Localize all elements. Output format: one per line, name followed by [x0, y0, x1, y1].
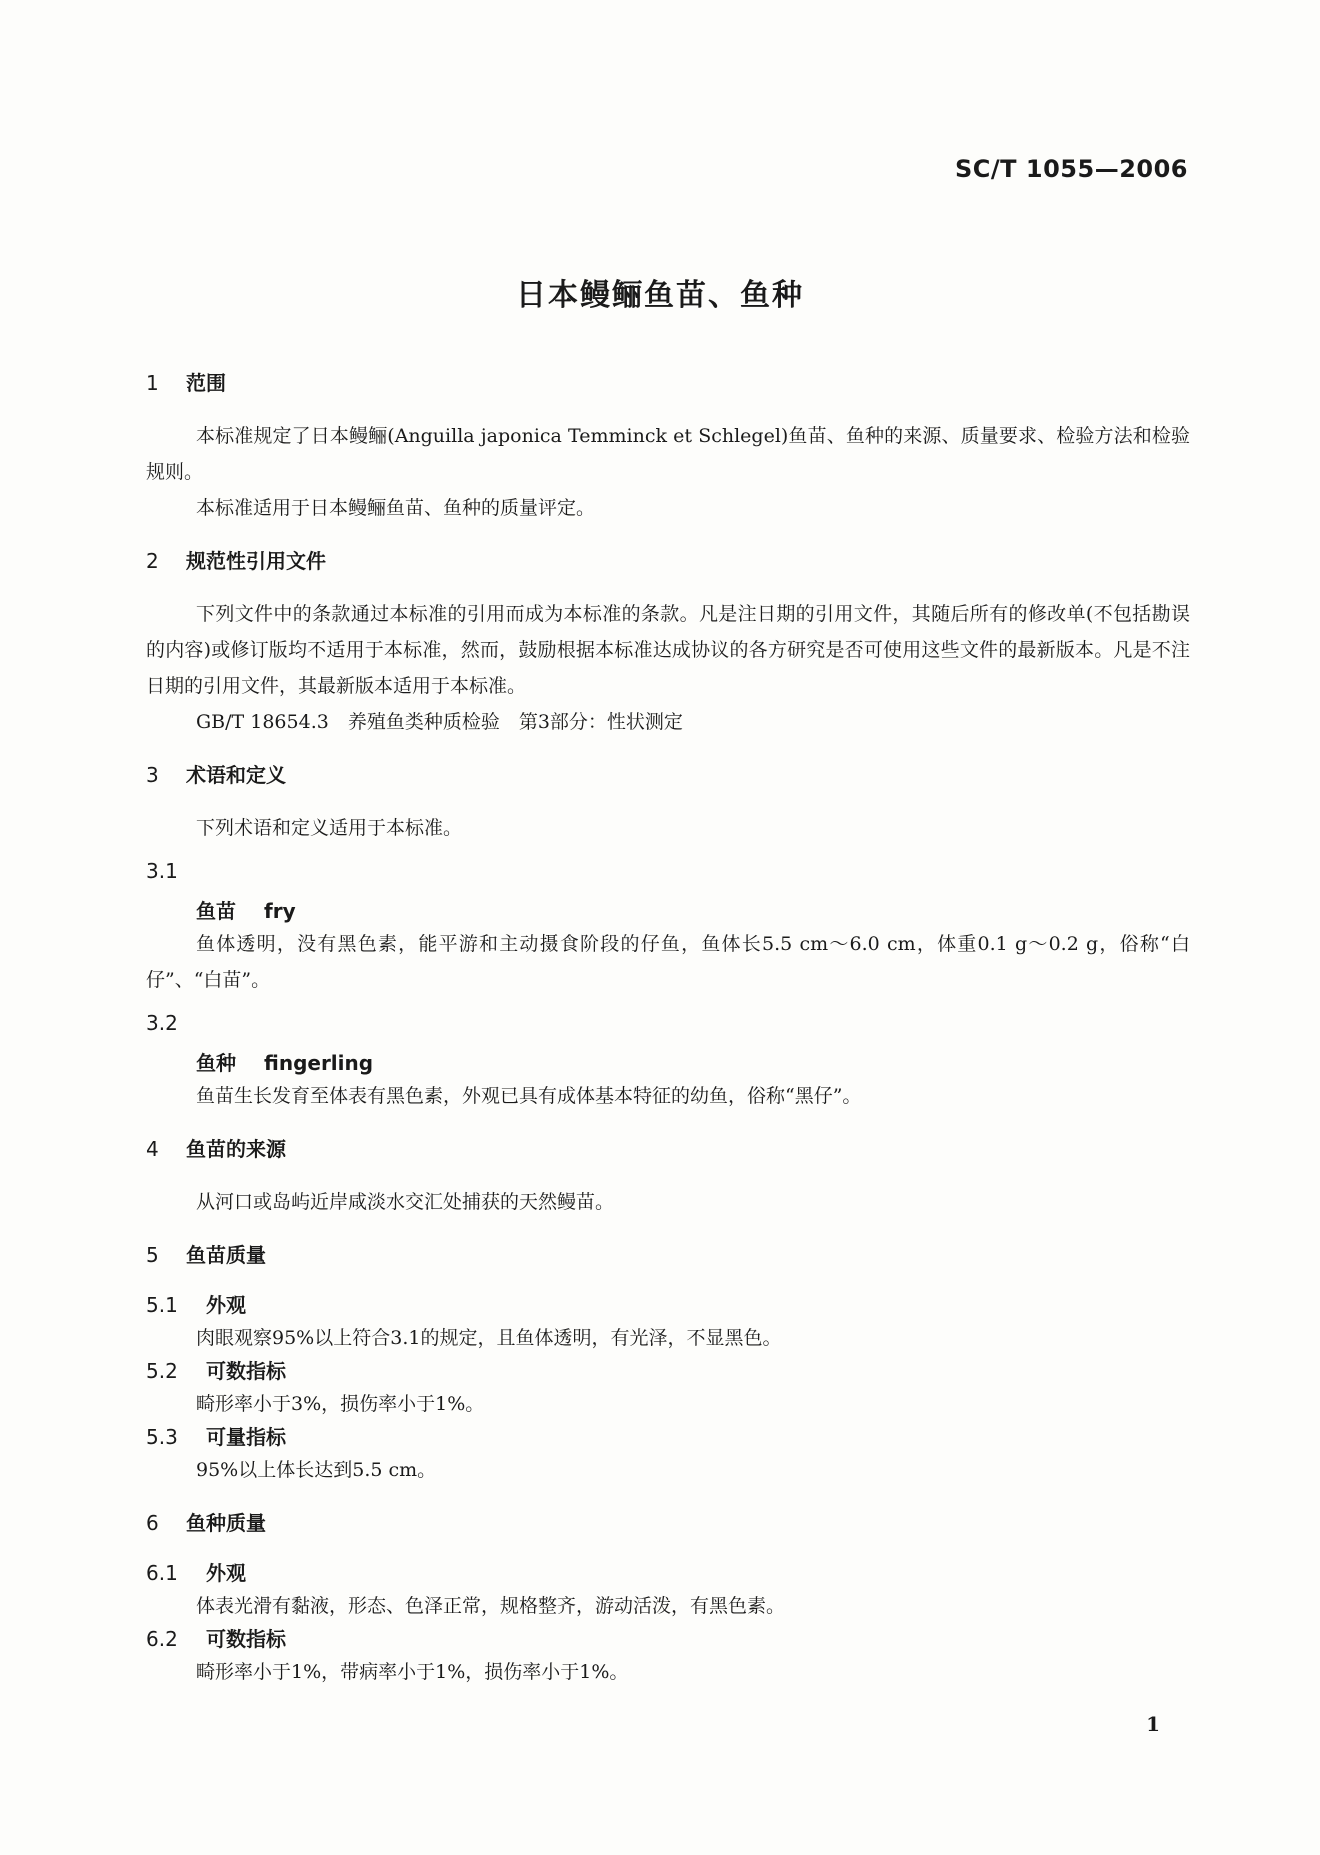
section-number: 5 [146, 1243, 159, 1267]
subsection-number: 6.2 [146, 1627, 178, 1651]
term-3-1-name [196, 896, 1190, 926]
reference-item: GB/T 18654.3 养殖鱼类种质检验 第3部分：性状测定 [196, 711, 683, 733]
subsection-6-2-text: 畸形率小于1%，带病率小于1%，损伤率小于1%。 [196, 1661, 629, 1683]
section-title: 术语和定义 [186, 763, 286, 787]
standard-code: SC/T 1055—2006 [955, 155, 1188, 183]
subsection-6-2-heading [146, 1624, 1190, 1654]
subsection-5-1-heading [146, 1290, 1190, 1320]
subsection-5-3-text: 95%以上体长达到5.5 cm。 [196, 1459, 437, 1481]
subsection-title: 外观 [206, 1293, 246, 1317]
term-3-2-number: 3.2 [146, 1011, 178, 1035]
section-number: 4 [146, 1137, 159, 1161]
subsection-5-3-heading [146, 1422, 1190, 1452]
term-3-1-definition: 鱼体透明，没有黑色素，能平游和主动摄食阶段的仔鱼，鱼体长5.5 cm～6.0 cm，体重0.1 g～0.2 g，俗称“白仔”、“白苗”。 [146, 933, 1190, 991]
document-title: 日本鳗鲡鱼苗、鱼种 [516, 278, 804, 313]
page-number: 1 [1146, 1712, 1160, 1736]
subsection-title: 外观 [206, 1561, 246, 1585]
term-name-en: fry [264, 899, 296, 923]
scope-paragraph-2: 本标准适用于日本鳗鲡鱼苗、鱼种的质量评定。 [196, 497, 596, 519]
term-3-2-definition: 鱼苗生长发育至体表有黑色素，外观已具有成体基本特征的幼鱼，俗称“黑仔”。 [196, 1085, 862, 1107]
section-title: 规范性引用文件 [186, 549, 326, 573]
term-3-1-number: 3.1 [146, 859, 178, 883]
subsection-5-2-text: 畸形率小于3%，损伤率小于1%。 [196, 1393, 485, 1415]
section-3-heading [146, 760, 1190, 790]
source-paragraph: 从河口或岛屿近岸咸淡水交汇处捕获的天然鳗苗。 [196, 1191, 615, 1213]
subsection-number: 5.1 [146, 1293, 178, 1317]
section-5-heading [146, 1240, 1190, 1270]
section-1-heading [146, 368, 1190, 398]
subsection-6-1-text: 体表光滑有黏液，形态、色泽正常，规格整齐，游动活泼，有黑色素。 [196, 1595, 786, 1617]
subsection-title: 可量指标 [206, 1425, 286, 1449]
scope-paragraph-1: 本标准规定了日本鳗鲡(Anguilla japonica Temminck et Schlegel)鱼苗、鱼种的来源、质量要求、检验方法和检验规则。 [146, 425, 1190, 483]
section-title: 鱼种质量 [186, 1511, 266, 1535]
subsection-number: 5.2 [146, 1359, 178, 1383]
section-title: 鱼苗的来源 [186, 1137, 286, 1161]
terms-intro: 下列术语和定义适用于本标准。 [196, 817, 463, 839]
section-4-heading [146, 1134, 1190, 1164]
subsection-5-1-text: 肉眼观察95%以上符合3.1的规定，且鱼体透明，有光泽，不显黑色。 [196, 1327, 782, 1349]
section-6-heading [146, 1508, 1190, 1538]
term-name-en: fingerling [264, 1051, 374, 1075]
term-name-cn: 鱼种 [196, 1051, 236, 1075]
subsection-title: 可数指标 [206, 1627, 286, 1651]
subsection-number: 5.3 [146, 1425, 178, 1449]
subsection-6-1-heading [146, 1558, 1190, 1588]
section-number: 3 [146, 763, 159, 787]
term-name-cn: 鱼苗 [196, 899, 236, 923]
subsection-number: 6.1 [146, 1561, 178, 1585]
section-number: 2 [146, 549, 159, 573]
section-title: 鱼苗质量 [186, 1243, 266, 1267]
references-paragraph: 下列文件中的条款通过本标准的引用而成为本标准的条款。凡是注日期的引用文件，其随后所有的修改单(不包括勘误的内容)或修订版均不适用于本标准，然而，鼓励根据本标准达成协议的各方研究是否可使用这些文件的最新版本。凡是不注日期的引用文件，其最新版本适用于本标准。 [146, 603, 1190, 697]
subsection-5-2-heading [146, 1356, 1190, 1386]
term-3-2-name [196, 1048, 1190, 1078]
section-number: 1 [146, 371, 159, 395]
section-2-heading [146, 546, 1190, 576]
section-number: 6 [146, 1511, 159, 1535]
section-title: 范围 [186, 371, 226, 395]
document-body [146, 368, 1190, 1690]
subsection-title: 可数指标 [206, 1359, 286, 1383]
